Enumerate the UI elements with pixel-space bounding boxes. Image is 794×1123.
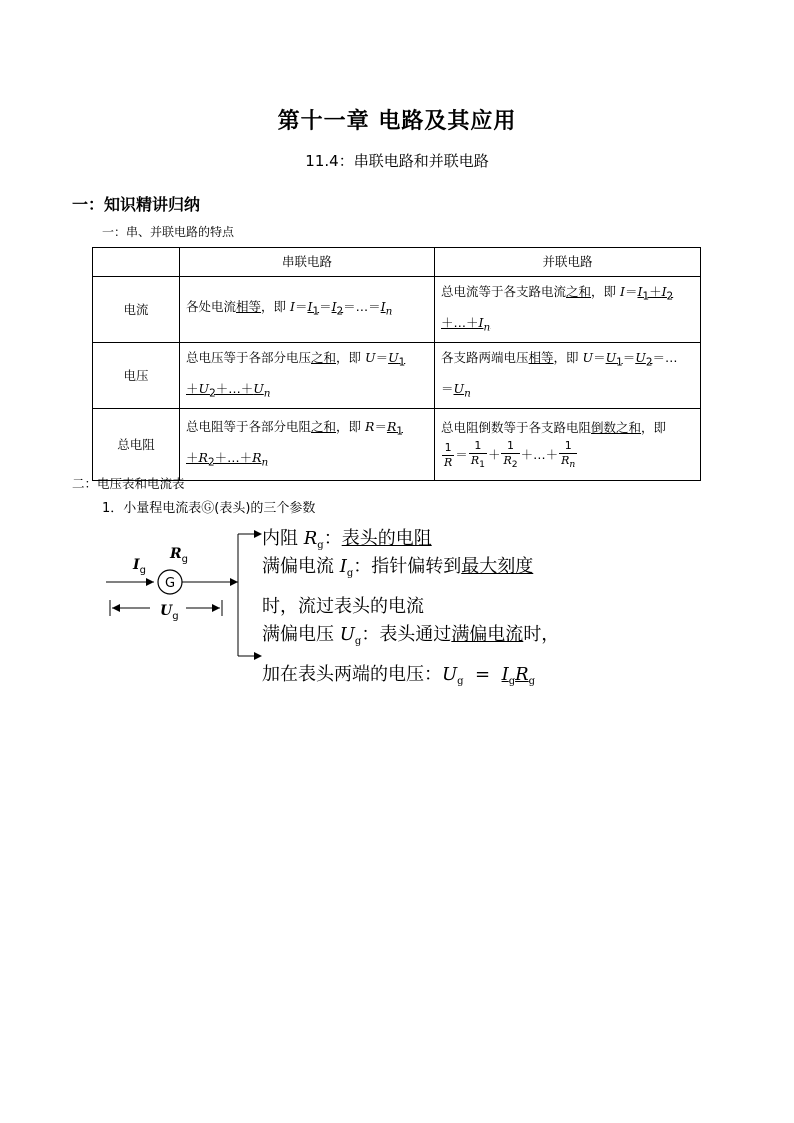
ug-right-arrowhead	[212, 604, 220, 612]
heading-knowledge: 一：知识精讲归纳	[72, 195, 201, 214]
row-label-resistance: 总电阻	[93, 409, 180, 481]
series-current: 各处电流相等，即 $I=I_1=I_2=\dots=I_n$	[180, 277, 435, 343]
input-arrowhead	[146, 578, 154, 586]
table-row	[93, 409, 701, 481]
param-line-voltage-cont: 加在表头两端的电压：$U_g = I_gR_g$	[262, 664, 536, 687]
parallel-resistance: 总电阻倒数等于各支路电阻倒数之和，即 $\frac{1}{R}$ ＝ $\frac{1}{R_1}$ ＋ $\frac{1}{R_2}$ ＋…＋ $\frac{1}{R_n}$	[435, 409, 701, 481]
param-line-resistance: 内阻 $R_g$：表头的电阻	[262, 528, 432, 551]
param-line-current: 满偏电流 $I_g$：指针偏转到最大刻度	[262, 556, 534, 579]
output-arrowhead	[230, 578, 238, 586]
series-voltage: 总电压等于各部分电压之和，即 $U=U_1$ $+U_2+\dots+U_n$	[180, 343, 435, 409]
heading-meters: 二：电压表和电流表	[72, 476, 185, 491]
table-row	[93, 277, 701, 343]
header-parallel: 并联电路	[435, 248, 701, 277]
parallel-current: 总电流等于各支路电流之和，即 $I=I_1+I_2$ $+\dots+I_n$	[435, 277, 701, 343]
subheading-characteristics: 一：串、并联电路的特点	[102, 225, 235, 239]
ug-label: $U_g$	[160, 603, 179, 622]
section-title: 11.4：串联电路和并联电路	[305, 152, 489, 170]
table-corner	[93, 248, 180, 277]
row-label-current: 电流	[93, 277, 180, 343]
item-galvanometer-params: 1．小量程电流表Ⓖ(表头)的三个参数	[102, 501, 316, 516]
param-line-current-cont: 时，流过表头的电流	[262, 596, 424, 617]
series-resistance: 总电阻等于各部分电阻之和，即 $R=R_1$ $+R_2+\dots+R_n$	[180, 409, 435, 481]
ug-left-arrowhead	[112, 604, 120, 612]
bracket-bottom-arrowhead	[254, 652, 262, 660]
row-label-voltage: 电压	[93, 343, 180, 409]
table-row	[93, 343, 701, 409]
galvanometer-g-label: G	[164, 576, 176, 591]
rg-label: $R_g$	[170, 546, 188, 565]
bracket-top-arrowhead	[254, 530, 262, 538]
table-header-row	[93, 248, 701, 277]
ig-label: $I_g$	[133, 557, 146, 576]
param-line-voltage: 满偏电压 $U_g$：表头通过满偏电流时，	[262, 624, 560, 647]
characteristics-table	[92, 247, 701, 481]
chapter-title: 第十一章 电路及其应用	[277, 109, 517, 134]
parallel-voltage: 各支路两端电压相等，即 $U=U_1=U_2=\dots$ $=U_n$	[435, 343, 701, 409]
header-series: 串联电路	[180, 248, 435, 277]
